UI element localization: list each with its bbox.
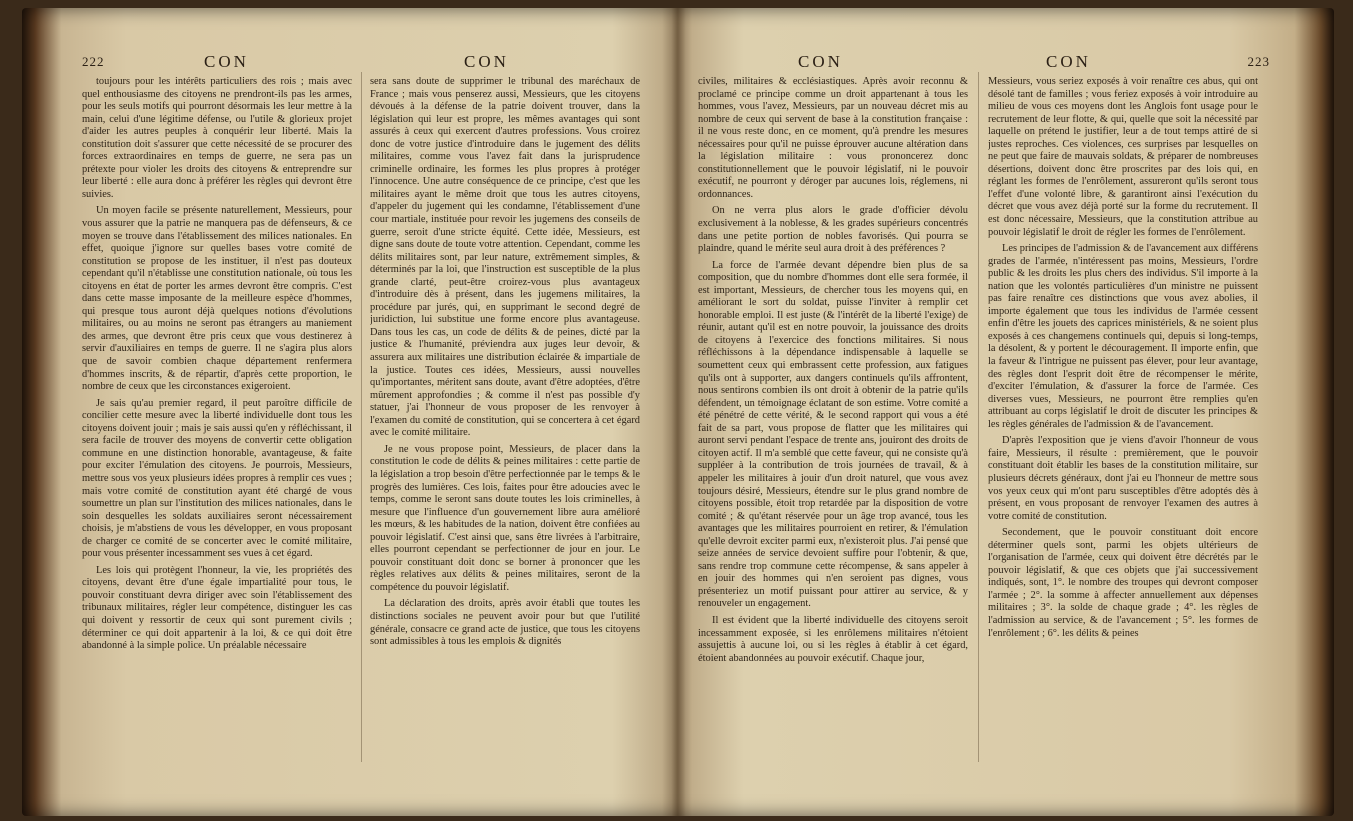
right-header-word-1: CON (798, 52, 843, 71)
paragraph: Il est évident que la liberté individuelle des citoyens seroit incessamment exposée, si les enrôlemens militaires n'étoient assujettis à aucune loi, ou si les règles à établir à cet égard, étoient abandonnées au pouvoir exécutif. Chaque jour, (698, 614, 968, 664)
right-column-rule (978, 72, 979, 762)
paragraph: Les principes de l'admission & de l'avancement aux différens grades de l'armée, n'intéressent pas moins, Messieurs, l'ordre public & les droits les plus chers des individus. S'il importe à la nation que les volontés particulières d'un ministre ne puissent pas faire renaître ces distinctions que vous avez abolies, il importe également que tous les individus de l'armée cessent enfin d'être les jouets des caprices ministériels, & ne soient plus exposés à ces changemens continuels qui, depuis si long-temps, la désolent, & y portent le découragement. Il importe enfin, que la faveur & l'intrigue ne puissent pas élever, pour leur avantage, des règles dont l'esprit doit être de récompenser le mérite, d'exciter l'émulation, & d'assurer la force de l'armée. Ces diverses vues, Messieurs, ne pourront être remplies qu'en attribuant au corps législatif le droit de discuter les principes & les règles générales de l'admission & de l'avancement. (988, 243, 1258, 430)
book-spread (22, 8, 1334, 816)
right-page-column-1 (698, 76, 968, 776)
paragraph: La déclaration des droits, après avoir établi que toutes les distinctions sociales ne peuvent avoir pour but que l'utilité générale, consacre ce grand acte de justice, que tous les citoyens sont admissibles à tous les emplois & dignités (370, 598, 640, 648)
left-header-word-2: CON (464, 52, 509, 71)
paragraph: Un moyen facile se présente naturellement, Messieurs, pour vous assurer que la patrie ne manquera pas de défenseurs, & ce moyen se trouve dans l'établissement des milices nationales. En effet, quoique j'ignore sur quelles bases votre comité de constitution se propose de les instituer, il n'est pas douteux cependant qu'il n'établisse une constitution nationale, où tous les citoyens en état de porter les armes devront être compris. C'est dans cette masse imposante de la meilleure espèce d'hommes, qui presque tous auront déjà quelques notions d'évolutions militaires, ou au moins ne seront pas étrangers au maniement des armes, que devront être pris ceux que vous destinerez à servir d'auxiliaires en temps de guerre. Il ne s'agira plus alors que de savoir combien chaque département renfermera d'hommes inscrits, & de répartir, d'après cette proportion, le nombre de ceux que les circonstances exigeroient. (82, 205, 352, 393)
book-gutter (662, 8, 692, 816)
paragraph: Secondement, que le pouvoir constituant doit encore déterminer quels sont, parmi les objets ultérieurs de l'organisation de l'armée, ceux qui doivent être décrétés par le pouvoir législatif, & que ces objets que j'ai successivement indiqués, sont, 1°. le nombre des troupes qui devront composer l'armée ; 2°. la somme à affecter annuellement aux dépenses militaires ; 3°. la solde de chaque grade ; 4°. les règles de l'admission au service, & de l'avancement ; 5°. les formes de l'enrôlement ; 6°. les délits & peines (988, 527, 1258, 639)
left-page (82, 8, 642, 816)
right-page-header (690, 52, 1270, 78)
right-page-number: 223 (1247, 54, 1270, 69)
paragraph: Je ne vous propose point, Messieurs, de placer dans la constitution le code de délits & peines militaires : cette partie de la législation a trop besoin d'être perfectionnée par le temps & le progrès des lumières. Ces lois, faites pour être adoucies avec le temps, comme le seront sans doute toutes les lois criminelles, à mesure que l'influence d'un gouvernement libre aura amélioré les mœurs, & les habitudes de la nation, doivent être confiées au pouvoir législatif. C'est ainsi que, sans être livrées à l'arbitraire, elles pourront cependant se perfectionner de jour en jour. Le pouvoir constituant doit donc se borner à prononcer que les règles relatives aux délits & peines militaires, seront de la compétence du pouvoir législatif. (370, 443, 640, 593)
paragraph: La force de l'armée devant dépendre bien plus de sa composition, que du nombre d'hommes dont elle sera formée, il est important, Messieurs, de chercher tous les moyens qui, en améliorant le sort du soldat, puisse l'inviter à remplir cet honorable emploi. Il est juste (& l'intérêt de la liberté l'exige) de réunir, autant qu'il est en notre pouvoir, la jouissance des droits de citoyens à l'exercice des fonctions militaires. Si nous réfléchissons à la dépendance indispensable à laquelle se soumettent ceux qui embrassent cette profession, aux fatigues qu'ils ont à supporter, aux dangers continuels qu'ils affrontent, nous sentirons combien ils ont droit à obtenir de la patrie qu'ils défendent, un témoignage éclatant de son estime. Votre comité a été pénétré de cette vérité, & le second rapport qui vous a été fait de sa part, vous propose de flatter que les militaires qui auront servi pendant l'espace de trente ans, jouiront des droits de citoyen actif. Il m'a semblé que cette faveur, qui ne consiste qu'à suppléer à la contribution de trois journées de travail, & à appeler les militaires à jouir d'un droit naturel, que vous avez toujours désiré, Messieurs, étendre sur le plus grand nombre de citoyens possible, étoit trop retardée par la disposition de votre comité ; & qu'étant réservée pour un âge trop avancé, tous les avantages que les militaires pourroient en retirer, & l'émulation qu'elle devroit exciter parmi eux, n'existeroit plus. J'ai pensé que seize années de service devoient suffire pour l'obtenir, & que, sans rendre trop commune cette récompense, & sans appeler à en jouir des hommes qui n'en seroient pas dignes, vous présenteriez un motif puissant pour attirer au service, & y renouveler un engagement. (698, 259, 968, 610)
paragraph: civiles, militaires & ecclésiastiques. Après avoir reconnu & proclamé ce principe comme un droit appartenant à tous les hommes, vous l'avez, Messieurs, par un nouveau décret mis au nombre de ceux qui servent de base à la constitution française : il ne vous reste donc, en ce moment, qu'à prendre les mesures nécessaires pour qu'il ne puisse éprouver aucune altération dans la législation militaire : vous prononcerez donc constitutionnellement que le pouvoir législatif, ni le pouvoir exécutif, ne pourront y déroger par aucunes lois, réglemens, ni ordonnances. (698, 76, 968, 200)
right-page (690, 8, 1270, 816)
paragraph: toujours pour les intérêts particuliers des rois ; mais avec quel enthousiasme des citoyens ne prendront-ils pas les armes, pour les seuls motifs qui pourront désormais les leur mettre à la main, celui d'une légitime défense, ou l'utile & glorieux projet d'aider les autres peuples à conquérir leur liberté. Mais la constitution doit s'assurer que cette nécessité de se procurer des forces extraordinaires en temps de guerre, ne sera pas un prétexte pour violer les droits des citoyens & entreprendre sur leur liberté : elle aura donc à préférer les règles qui devront être suivies. (82, 76, 352, 200)
paragraph: Les lois qui protègent l'honneur, la vie, les propriétés des citoyens, devant être d'une égale impartialité pour tous, le pouvoir constituant devra diriger avec soin l'établissement des tribunaux militaires, régler leur compétence, distinguer les cas qui doivent y ressortir de ceux qui sont purement civils ; déterminer ce qui doit appartenir à la loi, & ce qui doit être abandonné à la simple police. Un préalable nécessaire (82, 564, 352, 652)
left-page-number: 222 (82, 54, 105, 69)
left-column-rule (361, 72, 362, 762)
left-page-column-2 (370, 76, 640, 776)
paragraph: On ne verra plus alors le grade d'officier dévolu exclusivement à la noblesse, & les grades supérieurs concentrés dans une petite portion de nobles favorisés. Qui pourra se plaindre, quand le mérite seul aura droit à des préférences ? (698, 205, 968, 255)
left-header-word-1: CON (204, 52, 249, 71)
paragraph: Messieurs, vous seriez exposés à voir renaître ces abus, qui ont désolé tant de familles ; vous feriez exposés à voir introduire au milieu de vous ces moyens dont les Anglois font usage pour le recrutement de leur flotte, & qui, quelle que soit la nécessité par laquelle on prétend le justifier, leur a de tout temps attiré de si justes reproches. Ces violences, ces surprises par lesquelles on ne peut que faire de mauvais soldats, & préparer de nombreuses désertions, doivent donc être proscrites par des lois qui, en réglant les formes de l'enrôlement, assureront qu'ils seront tous l'effet d'une volonté libre, & garantiront ainsi l'exécution du décret que vous avez déjà porté sur la forme du recrutement. Il est donc nécessaire, Messieurs, que la constitution attribue au pouvoir législatif le droit de régler les formes de l'enrôlement. (988, 76, 1258, 238)
left-page-column-1 (82, 76, 352, 776)
right-header-word-2: CON (1046, 52, 1091, 71)
right-page-column-2 (988, 76, 1258, 776)
paragraph: D'après l'exposition que je viens d'avoir l'honneur de vous faire, Messieurs, il résulte : premièrement, que le pouvoir constituant doit établir les bases de la constitution militaire, sur plusieurs décrets généraux, dont j'ai eu l'honneur de mettre sous vos yeux ceux qui m'ont paru susceptibles d'être adoptés dès à présent, en vous proposant de renvoyer l'examen des autres à votre comité de constitution. (988, 435, 1258, 522)
paragraph: sera sans doute de supprimer le tribunal des maréchaux de France ; mais vous penserez aussi, Messieurs, que les citoyens dévoués à la défense de la patrie doivent trouver, dans la législation qui leur est propre, les mêmes avantages qui sont assurés à ceux qui exercent d'autres professions. Vous croirez donc de votre justice d'introduire dans le jugement des délits militaires, comme vous l'avez fait dans la jurisprudence criminelle ordinaire, les formes les plus propres à protéger l'innocence. Une autre conséquence de ce principe, c'est que les militaires ayant le même droit que tous les autres citoyens, d'appeler du jugement qui les condamne, l'établissement d'une cour martiale, instituée pour revoir les jugemens des conseils de guerre, seroit d'une stricte équité. Cette idée, Messieurs, est digne sans doute de toute votre attention. Cependant, comme les délits militaires sont, par leur nature, extrêmement simples, & déterminés par la loi, que l'instruction est susceptible de la plus grande clarté, peut-être croirez-vous plus avantageux d'introduire dès à présent, dans les jugemens militaires, la procédure par jurés, qui, en supprimant le second degré de juridiction, lui substitue une forme encore plus avantageuse. Dans tous les cas, un code de délits & de peines, dicté par la justice & l'humanité, préviendra aux juges leur devoir, & assurera aux militaires une distribution éclairée & impartiale de la justice. Toutes ces idées, Messieurs, aussi nouvelles qu'importantes, méritent sans doute, avant d'être adoptées, d'être mûrement approfondies ; & comme il n'est pas possible d'y statuer, j'ai l'honneur de vous proposer de les renvoyer à l'examen du comité de constitution, qui se concertera à cet égard avec le comité militaire. (370, 76, 640, 439)
paragraph: Je sais qu'au premier regard, il peut paroître difficile de concilier cette mesure avec la liberté individuelle dont tous les citoyens doivent jouir ; mais je sais aussi qu'en y réfléchissant, il sera facile de trouver des moyens de convertir cette obligation commune en une distinction honorable, avantageuse, & faite pour exciter l'émulation des citoyens. Je pourrois, Messieurs, mettre sous vos yeux plusieurs idées propres à remplir ces vues ; mais votre comité de constitution ayant été chargé de vous soumettre un plan sur l'institution des milices nationales, dans le soin desquelles les soldats auxiliaires seront nécessairement choisis, je m'abstiens de vous les développer, en vous proposant de charger ce comité de se concerter avec le comité militaire, pour vous présenter incessamment ses vues à cet égard. (82, 397, 352, 560)
left-page-header (82, 52, 642, 78)
